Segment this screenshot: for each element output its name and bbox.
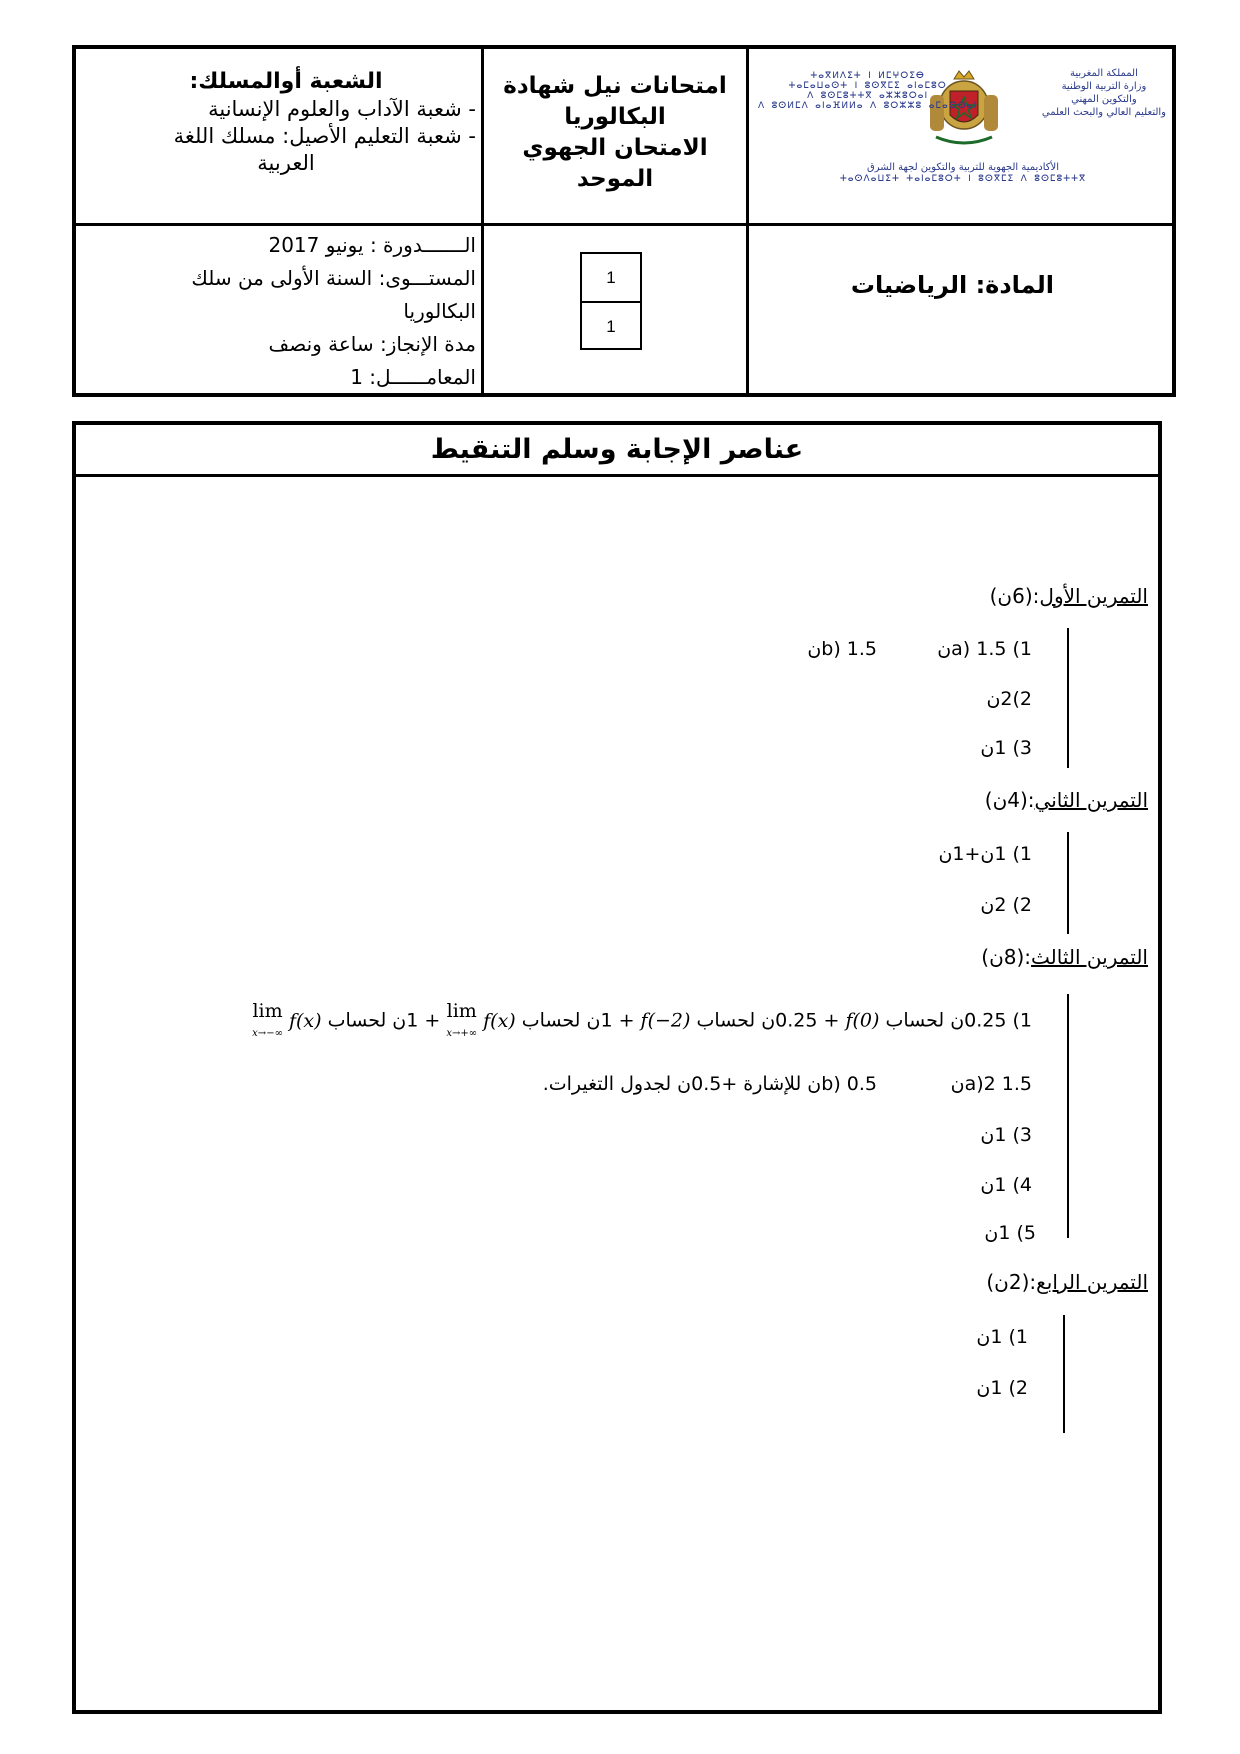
page-total: 1 xyxy=(582,301,640,350)
level-info: المستـــوى: السنة الأولى من سلك xyxy=(191,266,476,290)
limit-subscript: x→−∞ xyxy=(252,1028,283,1039)
exercise-4-title xyxy=(986,1270,1148,1294)
ex3-item1-text: 1) 0.25ن لحساب xyxy=(885,1009,1032,1032)
ex4-item: 2) 1ن xyxy=(976,1377,1028,1399)
logo-line: ⵜⴰⴳⵍⴷⵉⵜ ⵏ ⵍⵎⵖⵔⵉⴱ xyxy=(810,71,925,81)
ex3-item: 3) 1ن xyxy=(980,1124,1032,1146)
exam-title-line: البكالوريا xyxy=(564,104,666,130)
branch-line: - شعبة الآداب والعلوم الإنسانية xyxy=(208,97,476,121)
ex3-item1-text: + 1ن لحساب xyxy=(327,1009,441,1032)
exam-title-line: الامتحان الجهوي xyxy=(522,135,708,161)
exercise-3-title xyxy=(981,945,1148,969)
exam-title-line: امتحانات نيل شهادة xyxy=(503,73,727,99)
limit-subscript: x→+∞ xyxy=(446,1028,478,1039)
exercise-3-bar xyxy=(1067,994,1069,1238)
exam-info xyxy=(158,229,476,394)
exercise-title-text: التمرين الرابع xyxy=(1036,1270,1148,1294)
logo-line: والتكوين المهني xyxy=(1071,94,1137,105)
limit-word: lim xyxy=(252,1000,283,1022)
limit-operator xyxy=(446,1002,477,1040)
header-divider xyxy=(481,49,484,393)
exercise-points: :(4ن) xyxy=(984,788,1035,812)
ex1-item: 2)2ن xyxy=(986,688,1032,710)
exercise-2-bar xyxy=(1067,832,1069,934)
answer-key-box xyxy=(72,421,1162,1714)
exercise-title-text: التمرين الأول xyxy=(1039,584,1148,608)
exercise-title-text: التمرين الثاني xyxy=(1034,788,1148,812)
exercise-points: :(8ن) xyxy=(981,945,1032,969)
logo-line: ⴷ ⵓⵙⵍⵎⴷ ⴰⵏⴰⴼⵍⵍⴰ ⴷ ⵓⵔⵣⵣⵓ ⴰⵎⴰⵙⵙⴰⵏ xyxy=(758,101,978,111)
ex2-item: 1) 1ن+1ن xyxy=(938,843,1032,865)
branch-line: العربية xyxy=(257,151,315,175)
exercise-1-bar xyxy=(1067,628,1069,768)
logo-line: ⵜⴰⵎⴰⵡⴰⵙⵜ ⵏ ⵓⵙⴳⵎⵉ ⴰⵏⴰⵎⵓⵔ xyxy=(788,81,947,91)
exercise-points: :(2ن) xyxy=(986,1270,1037,1294)
exercise-2-title xyxy=(985,788,1148,812)
branch-info xyxy=(96,69,476,177)
exercise-4-bar xyxy=(1063,1315,1065,1433)
page-number: 1 xyxy=(606,267,616,287)
coefficient-info: المعامــــــل: 1 xyxy=(350,365,476,389)
exercise-title-text: التمرين الثالث xyxy=(1031,945,1148,969)
logo-line: الأكاديمية الجهوية للتربية والتكوين لجهة الشرق xyxy=(866,162,1060,173)
ex3-item-1 xyxy=(252,1002,1032,1040)
page-number-box xyxy=(580,252,642,350)
ex3-item: 5) 1ن xyxy=(984,1222,1036,1244)
logo-line: ⴷ ⵓⵙⵎⵓⵜⵜⴳ ⴰⵣⵣⵓⵔⴰⵏ xyxy=(807,91,929,101)
logo-line: والتعليم العالي والبحث العلمي xyxy=(1041,107,1166,118)
header-divider xyxy=(746,49,749,393)
exam-title xyxy=(486,71,744,195)
ex1-item: 1) a) 1.5ن xyxy=(937,638,1032,660)
ministry-logo xyxy=(754,57,1172,219)
ex3-item: 4) 1ن xyxy=(980,1174,1032,1196)
ex4-item: 1) 1ن xyxy=(976,1326,1028,1348)
level-info-cont: البكالوريا xyxy=(403,299,476,323)
session-info: الـــــــدورة : يونيو 2017 xyxy=(268,233,476,257)
ex2-item: 2) 2ن xyxy=(980,894,1032,916)
ex3-item1-text: + 1ن لحساب xyxy=(521,1009,635,1032)
header-divider xyxy=(76,223,1172,226)
exercise-points: :(6ن) xyxy=(989,584,1040,608)
answer-key-title-bar xyxy=(76,425,1158,477)
exercise-1-title xyxy=(990,584,1148,608)
branch-line: - شعبة التعليم الأصيل: مسلك اللغة xyxy=(173,124,476,148)
ex1-item: b) 1.5ن xyxy=(807,638,877,660)
subject-label: المادة: الرياضيات xyxy=(850,271,1054,299)
answer-key-title: عناصر الإجابة وسلم التنقيط xyxy=(430,434,804,465)
f-of-minus-2: f(−2) xyxy=(640,1009,691,1032)
limit-minus-infinity xyxy=(252,1000,322,1039)
exam-title-line: الموحد xyxy=(576,166,654,192)
logo-academy-text xyxy=(754,161,1172,184)
limit-plus-infinity xyxy=(446,1000,516,1039)
ex3-item1-text: + 0.25ن لحساب xyxy=(696,1009,840,1032)
logo-arabic-text xyxy=(1042,67,1166,119)
limit-word: lim xyxy=(446,1000,477,1022)
ex3-item-2b: b) 0.5ن للإشارة +0.5ن لجدول التغيرات. xyxy=(542,1073,877,1095)
ex3-item-2a: a)2 1.5ن xyxy=(950,1073,1032,1095)
ex1-item: 3) 1ن xyxy=(980,737,1032,759)
logo-line: المملكة المغربية xyxy=(1070,68,1138,79)
f-of-0: f(0) xyxy=(845,1009,880,1032)
logo-line: ⵜⴰⵙⴷⴰⵡⵉⵜ ⵜⴰⵏⴰⵎⵓⵔⵜ ⵏ ⵓⵙⴳⵎⵉ ⴷ ⵓⵙⵎⵓⵜⵜⴳ xyxy=(839,174,1087,184)
duration-info: مدة الإنجاز: ساعة ونصف xyxy=(268,332,476,356)
limit-operator xyxy=(252,1002,283,1040)
logo-tifinagh-text xyxy=(758,71,977,111)
branch-title: الشعبة أوالمسلك: xyxy=(189,69,383,94)
f-of-x: f(x) xyxy=(483,1009,516,1032)
logo-line: وزارة التربية الوطنية xyxy=(1061,81,1147,92)
f-of-x: f(x) xyxy=(288,1009,322,1032)
